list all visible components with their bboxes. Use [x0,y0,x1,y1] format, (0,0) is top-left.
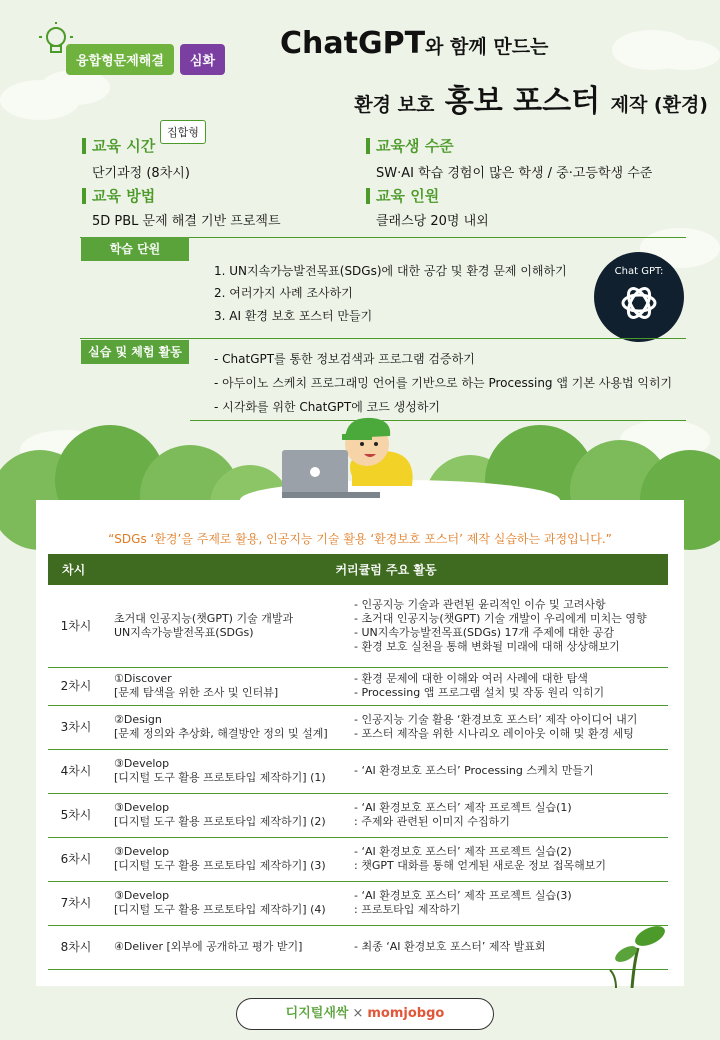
course-tags [66,44,225,75]
topic-cell [104,881,344,925]
activity-line: - ‘AI 환경보호 포스터’ 제작 프로젝트 실습(2) [354,845,572,858]
session-cell: 1차시 [48,585,104,667]
openai-logo-icon [617,281,661,325]
student-with-laptop-illustration [282,406,422,502]
topic-cell [104,793,344,837]
activity-line: : 주제와 관련된 이미지 수집하기 [354,815,510,828]
topic-line: [디지털 도구 활용 프로토타입 제작하기] (4) [114,903,326,916]
topic-line: [디지털 도구 활용 프로토타입 제작하기] (1) [114,771,326,784]
chatgpt-badge-label: Chat GPT: [614,266,664,277]
digital-saessak-logo: 디지털새싹 [285,1006,349,1021]
topic-cell [104,667,344,705]
unit-item: 3. AI 환경 보호 포스터 만들기 [214,309,373,323]
table-row [48,667,668,705]
page-title-line2: 환경 보호 홍보 포스터 제작 (환경) [354,84,708,119]
activity-line: - ‘AI 환경보호 포스터’ 제작 프로젝트 실습(1) [354,801,572,814]
topic-line: ④Deliver [외부에 공개하고 평가 받기] [114,940,303,953]
topic-line: ②Design [114,713,162,726]
session-cell: 5차시 [48,793,104,837]
activities-cell [344,667,668,705]
topic-cell [104,705,344,749]
topic-line: [문제 정의와 추상화, 해결방안 정의 및 설계] [114,727,328,740]
people-label: 교육 인원 [366,188,439,204]
activities-cell [344,705,668,749]
sprout-icon [602,918,672,988]
practice-item: - 아두이노 스케치 프로그래밍 언어를 기반으로 하는 Processing 앱 기본 사용법 익히기 [214,376,673,390]
activity-line: - 환경 문제에 대한 이해와 여러 사례에 대한 탐색 [354,672,588,685]
times-sign: × [352,1006,364,1021]
activity-line: : 프로토타입 제작하기 [354,903,461,916]
table-row [48,793,668,837]
topic-cell [104,925,344,969]
topic-line: UN지속가능발전목표(SDGs) [114,625,254,639]
topic-line: ①Discover [114,672,172,685]
method-value: 5D PBL 문제 해결 기반 프로젝트 [92,214,281,229]
course-category-tag: 융합형문제해결 [66,44,174,75]
people-value: 클래스당 20명 내외 [376,214,489,229]
activity-line: - 인공지능 기술과 관련된 윤리적인 이슈 및 고려사항 [354,597,606,611]
practice-label: 실습 및 체험 활동 [81,340,189,364]
page-title-line1: ChatGPT와 함께 만드는 [280,26,549,61]
format-badge: 집합형 [160,120,206,144]
session-cell: 8차시 [48,925,104,969]
time-value: 단기과정 (8차시) [92,166,190,181]
level-label: 교육생 수준 [366,138,454,154]
activity-line: - 인공지능 기술 활용 ‘환경보호 포스터’ 제작 아이디어 내기 [354,713,638,726]
table-row [48,749,668,793]
topic-cell [104,837,344,881]
session-cell: 4차시 [48,749,104,793]
topic-line: 초거대 인공지능(챗GPT) 기술 개발과 [114,611,294,625]
method-label: 교육 방법 [82,188,155,204]
activity-line: - ‘AI 환경보호 포스터’ Processing 스케치 만들기 [354,764,594,777]
course-level-tag: 심화 [180,44,225,75]
activity-line: - 환경 보호 실천을 통해 변화될 미래에 대해 상상해보기 [354,639,620,653]
topic-line: [디지털 도구 활용 프로토타입 제작하기] (2) [114,815,326,828]
chatgpt-badge [594,252,684,342]
table-row [48,925,668,969]
topic-line: ③Develop [114,845,170,858]
table-row [48,585,668,667]
cloud-decoration [40,70,110,105]
topic-line: ③Develop [114,757,170,770]
session-cell: 7차시 [48,881,104,925]
activity-line: - ‘AI 환경보호 포스터’ 제작 프로젝트 실습(3) [354,889,572,902]
activity-line: - 초거대 인공지능(챗GPT) 기술 개발이 우리에게 미치는 영향 [354,611,647,625]
activity-line: - 포스터 제작을 위한 시나리오 레이아웃 이해 및 환경 세팅 [354,727,634,740]
topic-line: [디지털 도구 활용 프로토타입 제작하기] (3) [114,859,326,872]
level-value: SW·AI 학습 경험이 많은 학생 / 중·고등학생 수준 [376,166,653,181]
unit-item: 1. UN지속가능발전목표(SDGs)에 대한 공감 및 환경 문제 이해하기 [214,264,567,278]
activities-cell [344,837,668,881]
table-row [48,837,668,881]
activity-line: - 최종 ‘AI 환경보호 포스터’ 제작 발표회 [354,940,546,953]
divider [80,338,686,339]
activities-cell [344,585,668,667]
table-row [48,881,668,925]
practice-item: - 시각화를 위한 ChatGPT에 코드 생성하기 [214,400,441,414]
table-row [48,705,668,749]
cloud-decoration [650,40,720,70]
activities-cell [344,793,668,837]
partner-logos [236,998,494,1030]
activity-line: : 챗GPT 대화를 통해 얻게된 새로운 정보 접목해보기 [354,859,606,872]
topic-cell [104,749,344,793]
curriculum-quote: “SDGs ‘환경’을 주제로 활용, 인공지능 기술 활용 ‘환경보호 포스터’ 제작 실습하는 과정입니다.” [108,532,612,546]
activity-line: - Processing 앱 프로그램 설치 및 작동 원리 익히기 [354,686,605,699]
topic-line: [문제 탐색을 위한 조사 및 인터뷰] [114,686,279,699]
time-label: 교육 시간 [82,138,155,154]
curriculum-table-body [48,585,668,969]
curriculum-table [48,554,668,970]
activities-cell [344,749,668,793]
topic-cell [104,585,344,667]
session-cell: 6차시 [48,837,104,881]
units-label: 학습 단원 [81,237,189,261]
curriculum-panel [36,500,684,986]
session-cell: 2차시 [48,667,104,705]
practice-item: - ChatGPT를 통한 정보검색과 프로그램 검증하기 [214,352,475,366]
table-header-row [48,554,668,585]
unit-item: 2. 여러가지 사례 조사하기 [214,286,353,300]
activity-line: - UN지속가능발전목표(SDGs) 17개 주제에 대한 공감 [354,625,615,639]
topic-line: ③Develop [114,889,170,902]
activities-column-header: 커리큘럼 주요 활동 [104,554,668,585]
session-cell: 3차시 [48,705,104,749]
momjobgo-logo: momjobgo [367,1006,445,1021]
topic-line: ③Develop [114,801,170,814]
session-column-header: 차시 [48,554,104,585]
